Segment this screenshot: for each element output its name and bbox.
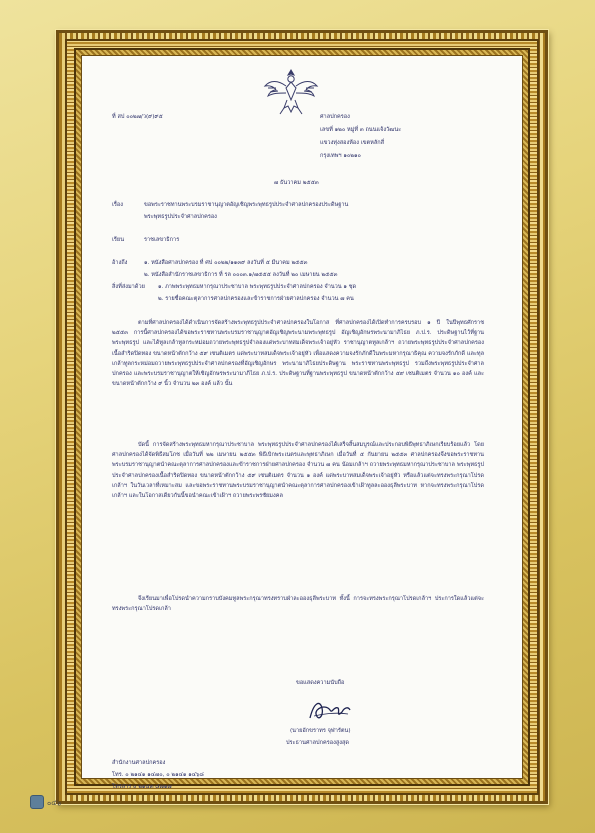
enclosure-item: ๑. ภาพพระพุทธมหากรุณาประชาบาล พระพุทธรูปประจำศาลปกครอง จำนวน ๑ ชุด	[158, 284, 357, 290]
letter-content	[84, 50, 514, 792]
office-line: แขวงทุ่งสองห้อง เขตหลักสี่	[320, 140, 385, 146]
signer-name: (นายอักขราทร จุฬารัตน)	[290, 728, 351, 734]
body-paragraph: จึงเรียนมาเพื่อโปรดนำความกราบบังคมทูลพระกรุณาทรงทราบฝ่าละอองธุลีพระบาท ทั้งนี้ การจะทรงพระกรุณาโปรดเกล้าฯ ประการใดแล้วแต่จะทรงพระกรุณาโปรดเกล้า	[112, 596, 484, 613]
body-paragraph: บัดนี้ การจัดสร้างพระพุทธมหากรุณาประชาบาล พระพุทธรูปประจำศาลปกครองได้เสร็จสิ้นสมบูรณ์และประกอบพิธีพุทธาภิเษกเรียบร้อยแล้ว โดยศาลปกครองได้จัดพิธีสมโภช เมื่อวันที่ ๒๒ เมษายน ๒๕๕๓ พิธีเบิกพระเนตรและพุทธาภิเษก เมื่อวันที่ ๕ กันยายน ๒๕๕๓ ศาลปกครองจึงขอพระราชทานพระบรมราชานุญาตนำคณะตุลาการศาลปกครองและข้าราชการฝ่ายศาลปกครอง จำนวน ๗ คน น้อมเกล้าฯ ถวายพระพุทธมหากรุณาประชาบาล พระพุทธรูปประจำศาลปกครองเนื้อสำริดปิดทอง ขนาดหน้าตักกว้าง ๕๙ เซนติเมตร จำนวน ๑ องค์ แด่พระบาทสมเด็จพระเจ้าอยู่หัว หรือแล้วแต่จะทรงพระกรุณาโปรดเกล้าฯ ในวันเวลาที่เหมาะสม และขอพระราชทานพระบรมราชานุญาตนำคณะตุลาการศาลปกครองเข้าเฝ้าทูลละอองธุลีพระบาท หากจะทรงพระกรุณาโปรดเกล้าฯ และในโอกาสเดียวกันนี้ขอนำคณะเข้าเฝ้าฯ ถวายพระพรชัยมงคล	[112, 442, 484, 500]
office-line: เลขที่ ๑๒๐ หมู่ที่ ๓ ถนนแจ้งวัฒนะ	[320, 127, 402, 133]
enclosure-item: ๒. รายชื่อคณะตุลาการศาลปกครองและข้าราชการฝ่ายศาลปกครอง จำนวน ๗ คน	[158, 296, 354, 302]
signer-title: ประธานศาลปกครองสูงสุด	[286, 740, 350, 746]
office-line: ศาลปกครอง	[320, 114, 350, 120]
office-line: กรุงเทพฯ ๑๐๒๑๐	[320, 153, 361, 159]
page-badge-icon	[30, 795, 44, 809]
salutation-label: เรียน	[112, 237, 125, 243]
footer-line: โทรสาร ๐ ๒๑๔๓ ๘๗๑๗	[112, 784, 172, 790]
footer-line: โทร. ๐ ๒๑๔๑ ๑๔๗๐, ๐ ๒๑๔๑ ๑๔๖๘	[112, 772, 204, 778]
salutation-recipient: ราชเลขาธิการ	[144, 237, 180, 243]
reference-label: อ้างถึง	[112, 260, 128, 266]
page-number: ๐๔๖	[47, 799, 62, 807]
footer-line: สำนักงานศาลปกครอง	[112, 760, 166, 766]
enclosure-label: สิ่งที่ส่งมาด้วย	[112, 284, 145, 290]
garuda-emblem-icon	[262, 66, 320, 118]
reference-item: ๑. หนังสือศาลปกครอง ที่ ศป ๐๐๒๒/๑๑๓๙ ลงวันที่ ๕ มีนาคม ๒๕๕๓	[144, 260, 308, 266]
subject-line: พระพุทธรูปประจำศาลปกครอง	[144, 214, 217, 220]
subject-line: ขอพระราชทานพระบรมราชานุญาตอัญเชิญพระพุทธรูปประจำศาลปกครองประดิษฐาน	[144, 202, 349, 208]
body-paragraph: ตามที่ศาลปกครองได้ดำเนินการจัดสร้างพระพุทธรูปประจำศาลปกครองในโอกาส ที่ศาลปกครองได้เปิดทำการครบรอบ ๑ ปี ในปีพุทธศักราช ๒๕๕๓ การนี้ศาลปกครองได้ขอพระราชทานพระบรมราชานุญาตอัญเชิญพระนามพระพุทธรูป อัญเชิญอักษรพระนามาภิไธย ภ.ป.ร. ประดิษฐานไว้ที่ฐานพระพุทธรูป และได้ทูลเกล้าทูลกระหม่อมถวายพระพุทธรูปจำลองแด่พระบาทสมเด็จพระเจ้าอยู่หัว ราชานุญาตทูลเกล้าฯ ถวายพระพุทธรูปประจำศาลปกครอง เนื้อสำริดปิดทอง ขนาดหน้าตักกว้าง ๕๙ เซนติเมตร แด่พระบาทสมเด็จพระเจ้าอยู่หัว เพื่อแสดงความจงรักภักดีในพระมหากรุณาธิคุณ ความจงรักภักดี และทุลเกล้าทูลกระหม่อมถวายพระพุทธรูปประจำศาลปกครองที่อัญเชิญอักษร พระนามาภิไธยประดิษฐาน พระราชทานพระพุทธรูป รวมถึงพระพุทธรูปประจำศาลปกครอง และพระบรมราชานุญาตให้เชิญอักษรพระนามาภิไธย ภ.ป.ร. ประดิษฐานที่ฐานพระพุทธรูป ขนาดหน้าตักกว้าง ๕๙ เซนติเมตร จำนวน ๑๐ องค์ และขนาดหน้าตักกว้าง ๙ นิ้ว จำนวน ๒๓ องค์ แล้ว นั้น	[112, 320, 484, 388]
letter-date: ๗ ธันวาคม ๒๕๕๓	[274, 180, 319, 186]
signature-icon	[306, 696, 352, 724]
reference-item: ๒. หนังสือสำนักราชเลขาธิการ ที่ รล ๐๐๐๓.๑/๗๕๕๕ ลงวันที่ ๒๐ เมษายน ๒๕๕๓	[144, 272, 338, 278]
reference-number: ที่ สป ๐๐๒๗/ว(๙)๙๕	[112, 114, 163, 120]
subject-label: เรื่อง	[112, 202, 124, 208]
closing-phrase: ขอแสดงความนับถือ	[296, 680, 345, 686]
